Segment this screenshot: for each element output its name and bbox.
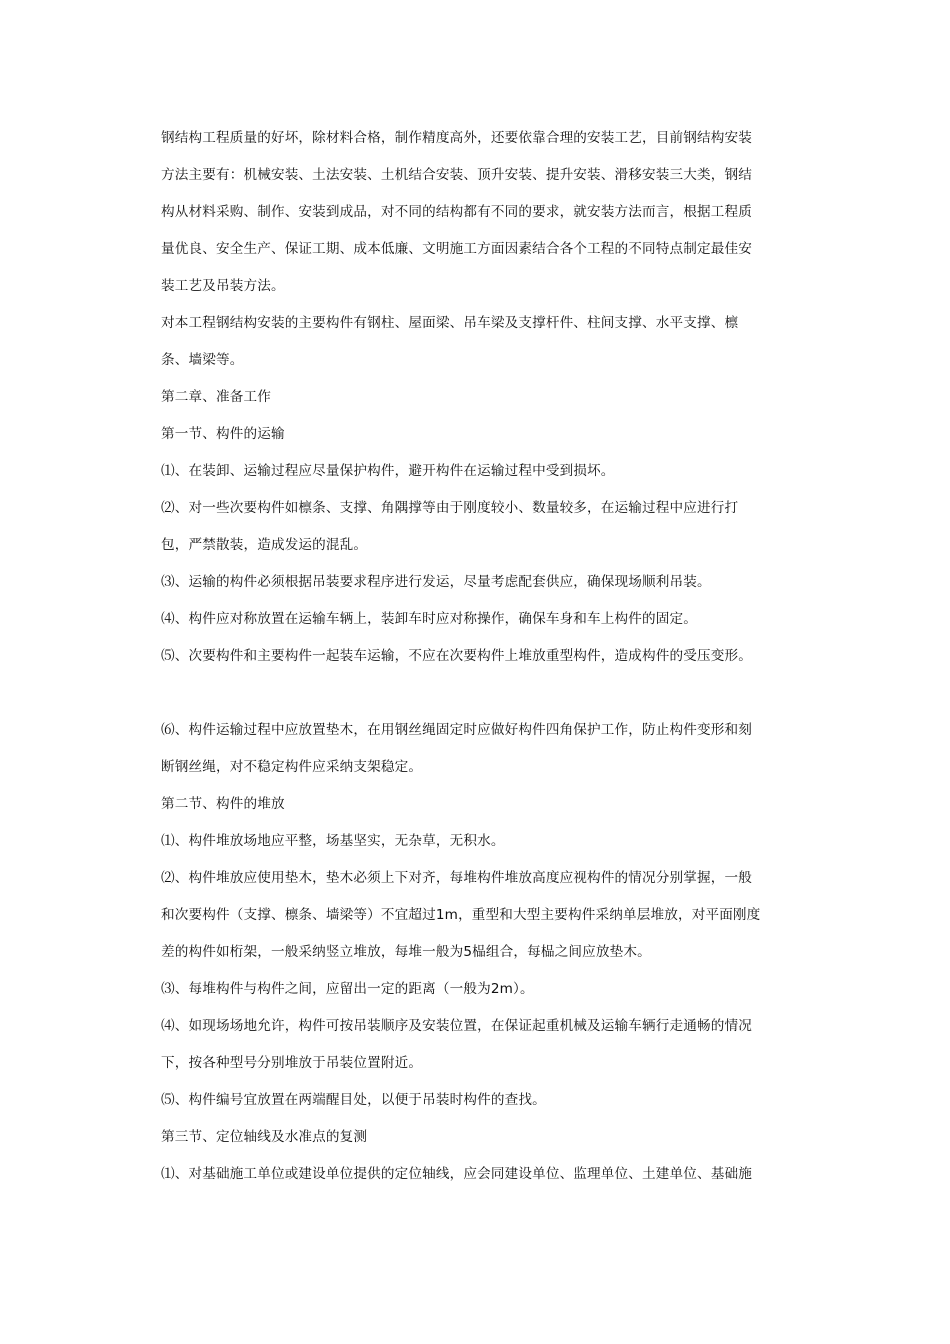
section-heading: 第一节、构件的运输 (161, 426, 285, 442)
paragraph-components-line: 条、墙梁等。 (161, 352, 244, 368)
list-item: ⑵、对一些次要构件如檩条、支撑、角隅撑等由于刚度较小、数量较多，在运输过程中应进行打 (161, 500, 739, 516)
list-item: ⑸、次要构件和主要构件一起装车运输，不应在次要构件上堆放重型构件，造成构件的受压变形。 (161, 648, 752, 664)
list-item: ⑵、构件堆放应使用垫木，垫木必须上下对齐，每堆构件堆放高度应视构件的情况分别掌握，一般 (161, 870, 752, 886)
paragraph-intro-line: 构从材料采购、制作、安装到成品，对不同的结构都有不同的要求，就安装方法而言，根据工程质 (161, 204, 752, 220)
list-item: ⑷、如现场场地允许，构件可按吊装顺序及安装位置，在保证起重机械及运输车辆行走通畅的情况 (161, 1018, 752, 1034)
section-heading: 第三节、定位轴线及水准点的复测 (161, 1129, 368, 1145)
list-item: ⑴、对基础施工单位或建设单位提供的定位轴线，应会同建设单位、监理单位、土建单位、基础施 (161, 1166, 752, 1182)
list-item-continuation: 包，严禁散装，造成发运的混乱。 (161, 537, 368, 553)
list-item-continuation: 下，按各种型号分别堆放于吊装位置附近。 (161, 1055, 423, 1071)
list-item-continuation: 断钢丝绳，对不稳定构件应采纳支架稳定。 (161, 759, 423, 775)
list-item: ⑶、每堆构件与构件之间，应留出一定的距离（一般为2m）。 (161, 981, 534, 997)
list-item-continuation: 和次要构件（支撑、檩条、墙梁等）不宜超过1m，重型和大型主要构件采纳单层堆放，对平面刚度 (161, 907, 761, 923)
paragraph-intro-line: 方法主要有：机械安装、土法安装、土机结合安装、顶升安装、提升安装、滑移安装三大类，钢结 (161, 167, 752, 183)
list-item: ⑷、构件应对称放置在运输车辆上，装卸车时应对称操作，确保车身和车上构件的固定。 (161, 611, 698, 627)
paragraph-intro-line: 钢结构工程质量的好坏，除材料合格，制作精度高外，还要依靠合理的安装工艺，目前钢结构安装 (161, 130, 752, 146)
list-item: ⑸、构件编号宜放置在两端醒目处，以便于吊装时构件的查找。 (161, 1092, 546, 1108)
chapter-heading: 第二章、准备工作 (161, 389, 271, 405)
paragraph-intro-line: 量优良、安全生产、保证工期、成本低廉、文明施工方面因素结合各个工程的不同特点制定最佳安 (161, 241, 752, 257)
paragraph-components-line: 对本工程钢结构安装的主要构件有钢柱、屋面梁、吊车梁及支撑杆件、柱间支撑、水平支撑、檩 (161, 315, 739, 331)
list-item: ⑶、运输的构件必须根据吊装要求程序进行发运，尽量考虑配套供应，确保现场顺利吊装。 (161, 574, 711, 590)
list-item: ⑴、构件堆放场地应平整，场基坚实，无杂草，无积水。 (161, 833, 505, 849)
document-body (161, 129, 791, 1183)
list-item: ⑹、构件运输过程中应放置垫木，在用钢丝绳固定时应做好构件四角保护工作，防止构件变形和刻 (161, 722, 752, 738)
list-item-continuation: 差的构件如桁架，一般采纳竖立堆放，每堆一般为5榀组合，每榀之间应放垫木。 (161, 944, 651, 960)
list-item: ⑴、在装卸、运输过程应尽量保护构件，避开构件在运输过程中受到损坏。 (161, 463, 615, 479)
paragraph-intro-line: 装工艺及吊装方法。 (161, 278, 285, 294)
section-heading: 第二节、构件的堆放 (161, 796, 285, 812)
